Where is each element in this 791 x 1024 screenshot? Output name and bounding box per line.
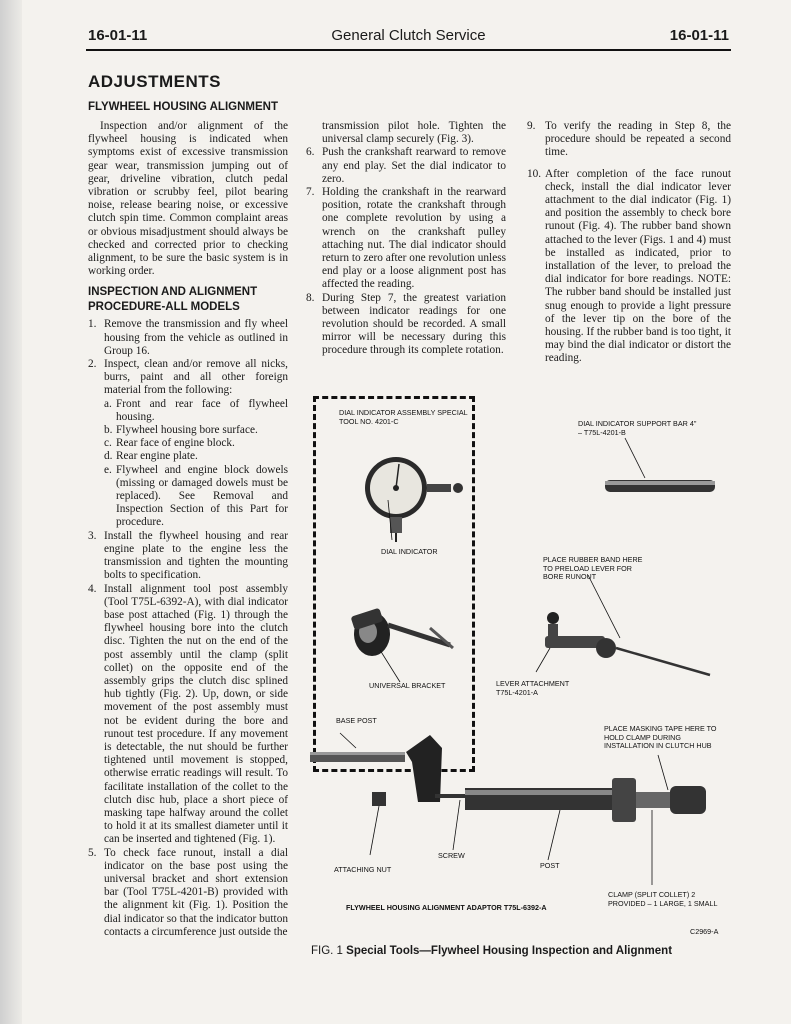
- adaptor-post-drawing: [465, 778, 706, 822]
- step-2b: b. Flywheel housing bore surface.: [104, 424, 258, 437]
- column-3: [527, 120, 731, 366]
- caption-text: Special Tools—Flywheel Housing Inspection and Alignment: [346, 945, 673, 957]
- intro-paragraph: Inspection and/or alignment of the flywheel housing is indicated when symptoms exist of excessive transmission gear wear, transmission jumping out of gear, driveline vibration, clutch pedal vibration or scrubby feel, pilot bearing noise, release bearing noise, or excessive clutch spin time. Common complaint areas or obvious misadjustment should always be checked and corrected prior to checking alignment, to be sure the basic system is in working order.: [88, 120, 288, 278]
- dial-indicator-drawing: [365, 457, 463, 542]
- label-lever-attachment: LEVER ATTACHMENT T75L-4201-A: [496, 679, 570, 697]
- page-header: [88, 27, 729, 49]
- label-universal-bracket: UNIVERSAL BRACKET: [369, 681, 446, 690]
- figure-caption: [311, 945, 672, 957]
- step-2d: d. Rear engine plate.: [104, 450, 198, 463]
- page-edge: [0, 0, 22, 1024]
- section-title: ADJUSTMENTS: [88, 72, 222, 91]
- attaching-nut-drawing: [372, 792, 386, 806]
- step-10: 10. After completion of the face runout check, install the dial indicator lever attachment to the dial indicator (Fig. 1) and position the assembly to check bore runout (Fig. 4). The rubber band shown attached to the lever (Figs. 1 and 4) must be installed as indicated, prior to installation of the lever, to preload the dial indicator for bore readings. NOTE: The rubber band should be installed just snug enough to provide a light pressure of the lever tip on the bore of the housing. If the rubber band is too tight, it may bind the dial indicator or distort the reading.: [527, 167, 731, 365]
- label-base-post: BASE POST: [336, 716, 377, 725]
- label-adaptor: FLYWHEEL HOUSING ALIGNMENT ADAPTOR T75L-6392-A: [346, 903, 547, 912]
- screw-drawing: [435, 794, 467, 798]
- label-masking-tape: PLACE MASKING TAPE HERE TO HOLD CLAMP DURING INSTALLATION IN CLUTCH HUB: [604, 724, 717, 750]
- step-2a: a. Front and rear face of flywheel housing.: [104, 397, 288, 423]
- label-support-bar: DIAL INDICATOR SUPPORT BAR 4" – T75L-4201-B: [578, 419, 697, 437]
- label-screw: SCREW: [438, 851, 465, 860]
- step-8: 8. During Step 7, the greatest variation between indicator readings for one revolution should be recorded. A small mirror will be necessary during this procedure through its complete rotation.: [306, 291, 506, 357]
- base-post-drawing: [310, 735, 442, 802]
- step-9: 9. To verify the reading in Step 8, the procedure should be repeated a second time.: [527, 120, 731, 159]
- label-rubber-band: PLACE RUBBER BAND HERE TO PRELOAD LEVER FOR BORE RUNOUT: [543, 555, 643, 581]
- flywheel-heading: FLYWHEEL HOUSING ALIGNMENT: [88, 101, 278, 113]
- figure-code: C2969-A: [690, 927, 719, 936]
- label-dial-indicator: DIAL INDICATOR: [381, 547, 438, 556]
- step-2e: e. Flywheel and engine block dowels (missing or damaged dowels must be replaced). See Removal and Inspection Section of this Part for procedure.: [104, 463, 288, 529]
- step-2: 2. Inspect, clean and/or remove all nicks, burrs, paint and all other foreign material from the following:: [88, 358, 288, 397]
- step-5: 5. To check face runout, install a dial indicator on the base post using the universal bracket and short extension bar (Tool T75L-4201-B) provided with the alignment kit (Fig. 1). Position the dial indicator so that the indicator button contacts a circumference just outside the: [88, 846, 288, 938]
- step-6: 6. Push the crankshaft rearward to remove any end play. Set the dial indicator to zero.: [306, 146, 506, 185]
- page-header-title: General Clutch Service: [331, 27, 486, 44]
- page-number-left: 16-01-11: [88, 27, 148, 44]
- step-7: 7. Holding the crankshaft in the rearward position, rotate the crankshaft through one complete revolution by using a wrench on the crankshaft pulley attaching nut. The dial indicator should return to zero after one revolution unless end play or a loose alignment post has affected the reading.: [306, 186, 506, 291]
- label-attaching-nut: ATTACHING NUT: [334, 865, 392, 874]
- label-clamp: CLAMP (SPLIT COLLET) 2 PROVIDED – 1 LARGE, 1 SMALL: [608, 890, 718, 908]
- page-number-right: 16-01-11: [669, 27, 729, 44]
- label-post: POST: [540, 861, 560, 870]
- procedure-heading: INSPECTION AND ALIGNMENT PROCEDURE-ALL MODELS: [88, 286, 258, 314]
- header-rule: [86, 49, 731, 51]
- step-2c: c. Rear face of engine block.: [104, 437, 235, 450]
- step-5-continued: transmission pilot hole. Tighten the universal clamp securely (Fig. 3).: [322, 120, 506, 146]
- column-2: [306, 120, 506, 358]
- step-4: 4. Install alignment tool post assembly (Tool T75L-6392-A), with dial indicator base post attached (Fig. 1) through the flywheel housing bore into the clutch disc. Tighten the nut on the end of the post assembly until the clamp (split collet) on the opposite end of the assembly grips the clutch disc splined hub tightly (Fig. 2). Up, down, or side movement of the post assembly must not be evident during the bore and runout test procedure. If any movement is detectable, the nut should be further tightened until movement is stopped, otherwise erratic readings will result. To facilitate installation of the collet to the clutch disc hub, place a short piece of masking tape halfway around the collet to hold it at its smallest diameter until it can be inserted and tightened (Fig. 1).: [88, 582, 288, 846]
- column-1: [88, 100, 288, 939]
- special-tools-figure: [300, 390, 740, 940]
- step-3: 3. Install the flywheel housing and rear engine plate to the engine less the transmission and tighten the mounting bolts to specification.: [88, 529, 288, 582]
- caption-prefix: FIG. 1: [311, 945, 343, 957]
- universal-bracket-drawing: [351, 608, 453, 656]
- lever-attachment-drawing: [545, 612, 710, 675]
- support-bar-drawing: [605, 480, 715, 492]
- label-dial-assembly: DIAL INDICATOR ASSEMBLY SPECIAL TOOL NO. 4201-C: [339, 408, 468, 426]
- procedure-steps: [88, 318, 288, 939]
- step-1: 1. Remove the transmission and fly wheel housing from the vehicle as outlined in Group 16.: [88, 318, 288, 357]
